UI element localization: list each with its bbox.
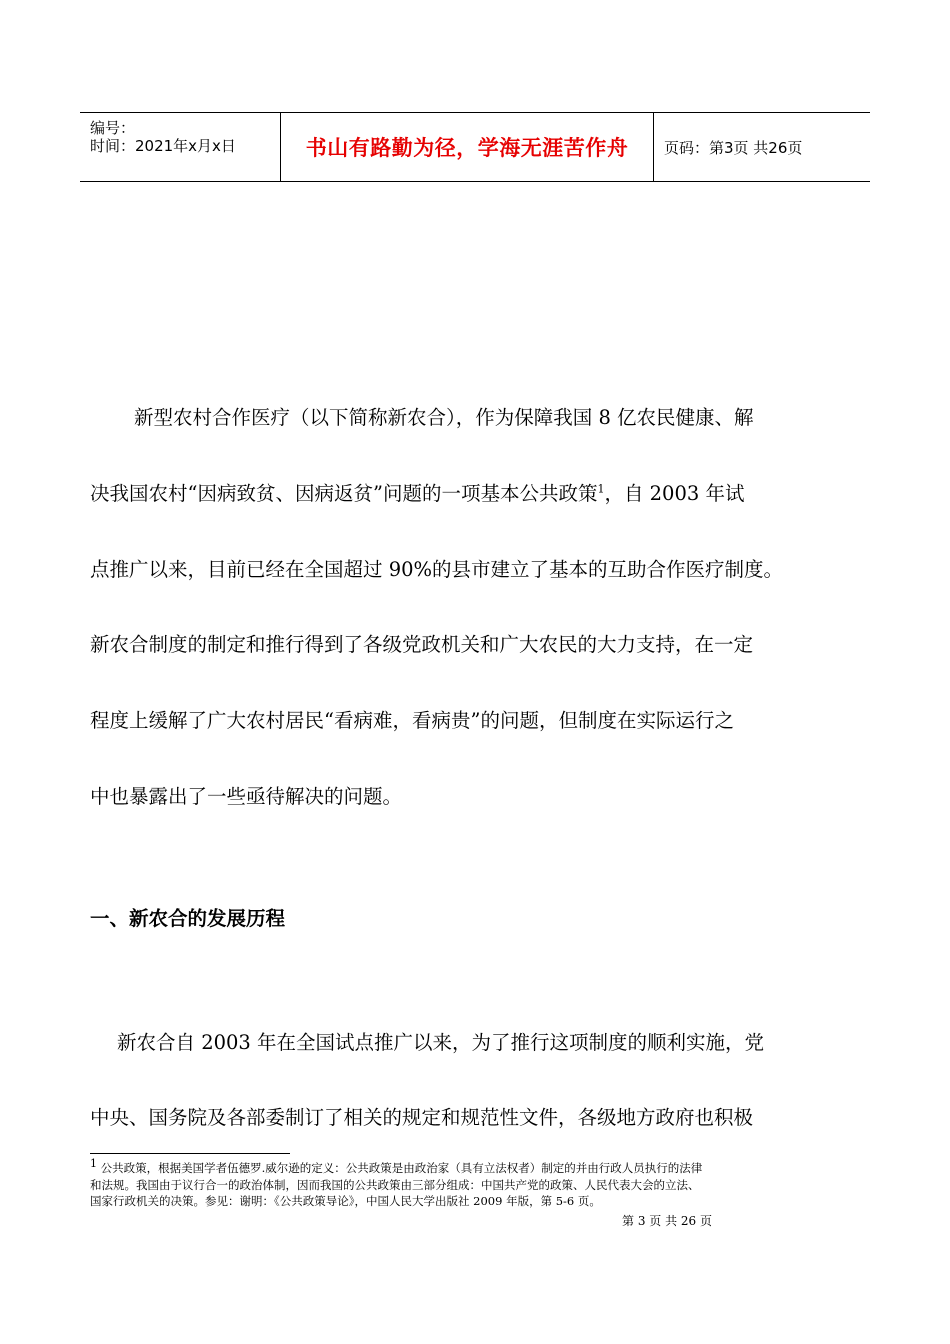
footnote-line-1 bbox=[90, 1157, 860, 1177]
header-table bbox=[80, 112, 870, 182]
header-meta bbox=[80, 113, 281, 181]
page-label: 页码：第3页 共26页 bbox=[664, 138, 803, 157]
para1-line-2-text: 决我国农村“因病致贫、因病返贫”问题的一项基本公共政策 bbox=[90, 482, 598, 505]
para1-line-2-tail: ，自 2003 年试 bbox=[604, 482, 745, 505]
para1-line-5: 程度上缓解了广大农村居民“看病难，看病贵”的问题，但制度在实际运行之 bbox=[90, 709, 734, 732]
footnote-line-1-text: 公共政策，根据美国学者伍德罗.威尔逊的定义：公共政策是由政治家（具有立法权者）制定的并由行政人员执行的法律 bbox=[97, 1161, 703, 1175]
para1-line-6: 中也暴露出了一些亟待解决的问题。 bbox=[90, 785, 403, 808]
para2-line-2: 中央、国务院及各部委制订了相关的规定和规范性文件，各级地方政府也积极 bbox=[90, 1106, 754, 1129]
para1-line-2 bbox=[90, 478, 744, 506]
footnote-divider bbox=[90, 1153, 290, 1154]
footnote-ref[interactable]: 1 bbox=[597, 482, 605, 496]
para1-line-4: 新农合制度的制定和推行得到了各级党政机关和广大农民的大力支持，在一定 bbox=[90, 633, 754, 656]
time-label: 时间：2021年x月x日 bbox=[90, 137, 236, 155]
footnote-line-3: 国家行政机关的决策。参见：谢明：《公共政策导论》，中国人民大学出版社 2009 年版，第 5-6 页。 bbox=[90, 1194, 601, 1208]
page-number: 第 3 页 共 26 页 bbox=[622, 1214, 712, 1228]
para2-line-1: 新农合自 2003 年在全国试点推广以来，为了推行这项制度的顺利实施，党 bbox=[117, 1031, 765, 1054]
header-motto bbox=[281, 113, 654, 181]
para1-line-3: 点推广以来，目前已经在全国超过 90%的县市建立了基本的互助合作医疗制度。 bbox=[90, 558, 784, 581]
footnote-line-2: 和法规。我国由于议行合一的政治体制，因而我国的公共政策由三部分组成：中国共产党的政策、人民代表大会的立法、 bbox=[90, 1177, 700, 1192]
footnote-mark: 1 bbox=[90, 1157, 97, 1171]
section-heading: 一、新农合的发展历程 bbox=[90, 907, 286, 930]
header-page bbox=[654, 113, 870, 181]
para1-line-1: 新型农村合作医疗（以下简称新农合），作为保障我国 8 亿农民健康、解 bbox=[134, 406, 754, 429]
footnote bbox=[90, 1157, 860, 1210]
number-label: 编号： bbox=[90, 119, 136, 137]
motto-text: 书山有路勤为径，学海无涯苦作舟 bbox=[305, 136, 629, 160]
